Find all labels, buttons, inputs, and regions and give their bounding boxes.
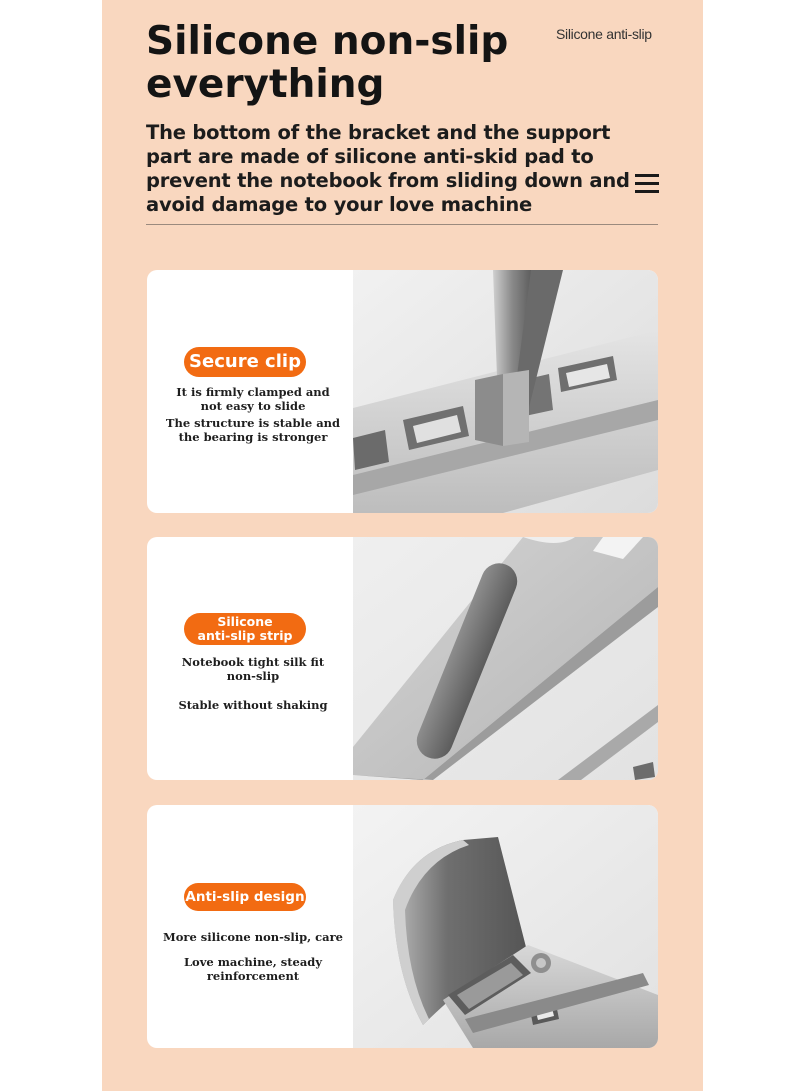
stand-hinge-clip-photo [353,270,658,513]
feature-badge: Silicone anti-slip strip [184,613,306,645]
feature-badge: Anti-slip design [184,883,306,911]
feature-card-anti-slip-strip [147,537,658,780]
feature-description: Love machine, steady reinforcement [183,955,323,983]
feature-badge: Secure clip [184,347,306,377]
feature-description: The structure is stable and the bearing is stronger [165,416,341,444]
corner-label: Silicone anti-slip [556,26,652,42]
menu-icon[interactable] [635,174,659,194]
page-subtitle: The bottom of the bracket and the support part are made of silicone anti-skid pad to prevent the notebook from sliding down and avoid damage to your love machine [146,121,630,216]
page-title: Silicone non-slip everything [146,19,509,107]
feature-card-secure-clip [147,270,658,513]
feature-description: More silicone non-slip, care [163,930,343,944]
feature-description: It is firmly clamped and not easy to slide [176,385,330,413]
feature-description: Notebook tight silk fit non-slip [181,655,325,683]
silicone-strip-photo [353,537,658,780]
feature-card-text [147,270,353,513]
feature-card-text [147,537,353,780]
anti-slip-pad-photo [353,805,658,1048]
feature-description: Stable without shaking [178,698,328,712]
feature-card-anti-slip-design [147,805,658,1048]
header-divider [146,224,658,225]
feature-card-text [147,805,353,1048]
